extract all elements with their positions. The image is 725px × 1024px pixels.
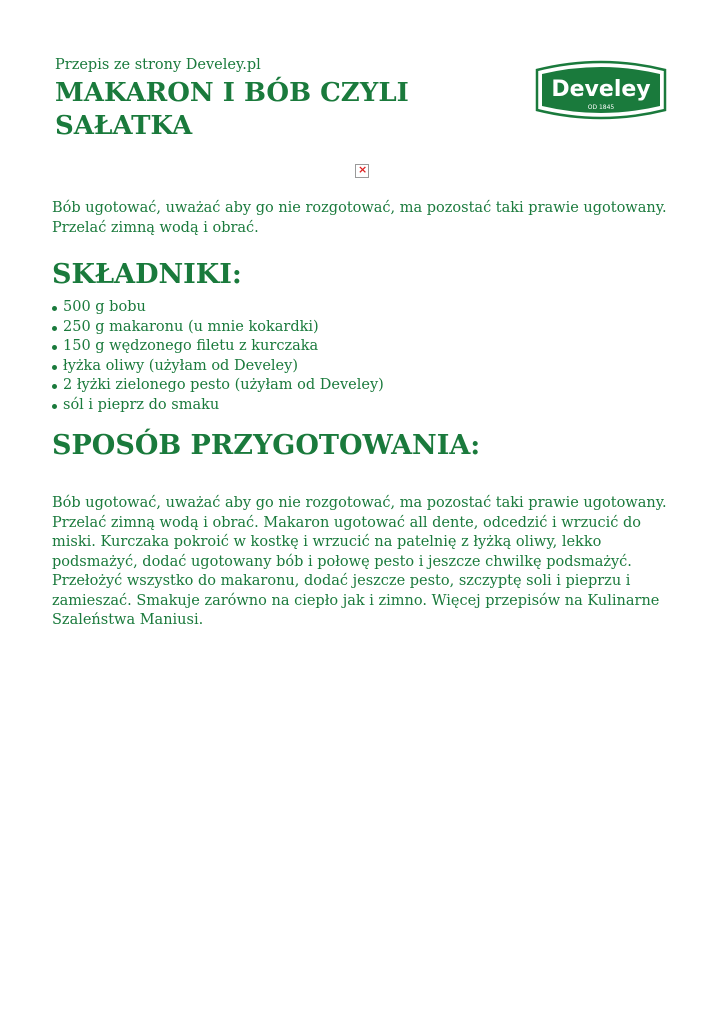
list-item: 250 g makaronu (u mnie kokardki) xyxy=(52,318,384,338)
logo-since-text: OD 1845 xyxy=(587,104,615,111)
logo-brand-text: Develey xyxy=(551,77,651,102)
ingredients-list xyxy=(52,298,384,415)
source-line: Przepis ze strony Develey.pl xyxy=(55,57,261,73)
method-paragraph: Bób ugotować, uważać aby go nie rozgotować, ma pozostać taki prawie ugotowany. Przelać zimną wodą i obrać. Makaron ugotować all dente, odcedzić i wrzucić do miski. Kurczaka pokroić w kostkę i wrzucić na patelnię z łyżką oliwy, lekko podsmażyć, dodać ugotowany bób i połowę pesto i jeszcze chwilkę podsmażyć. Przełożyć wszystko do makaronu, dodać jeszcze pesto, szczyptę soli i pieprzu i zamieszać. Smakuje zarówno na ciepło jak i zimno. Więcej przepisów na Kulinarne Szaleństwa Maniusi. xyxy=(52,495,667,628)
ingredients-heading: SKŁADNIKI: xyxy=(52,259,242,290)
page-title: MAKARON I BÓB CZYLI SAŁATKA xyxy=(55,78,409,141)
list-item: sól i pieprz do smaku xyxy=(52,396,384,416)
method-heading: SPOSÓB PRZYGOTOWANIA: xyxy=(52,430,481,461)
develey-logo xyxy=(531,60,671,124)
list-item: 150 g wędzonego filetu z kurczaka xyxy=(52,337,384,357)
list-item: 500 g bobu xyxy=(52,298,384,318)
develey-logo-graphic xyxy=(531,60,671,124)
intro-paragraph: Bób ugotować, uważać aby go nie rozgotować, ma pozostać taki prawie ugotowany. Przelać zimną wodą i obrać. xyxy=(52,200,667,236)
broken-image-icon: × xyxy=(355,164,369,178)
list-item: 2 łyżki zielonego pesto (użyłam od Develey) xyxy=(52,376,384,396)
list-item: łyżka oliwy (użyłam od Develey) xyxy=(52,357,384,377)
